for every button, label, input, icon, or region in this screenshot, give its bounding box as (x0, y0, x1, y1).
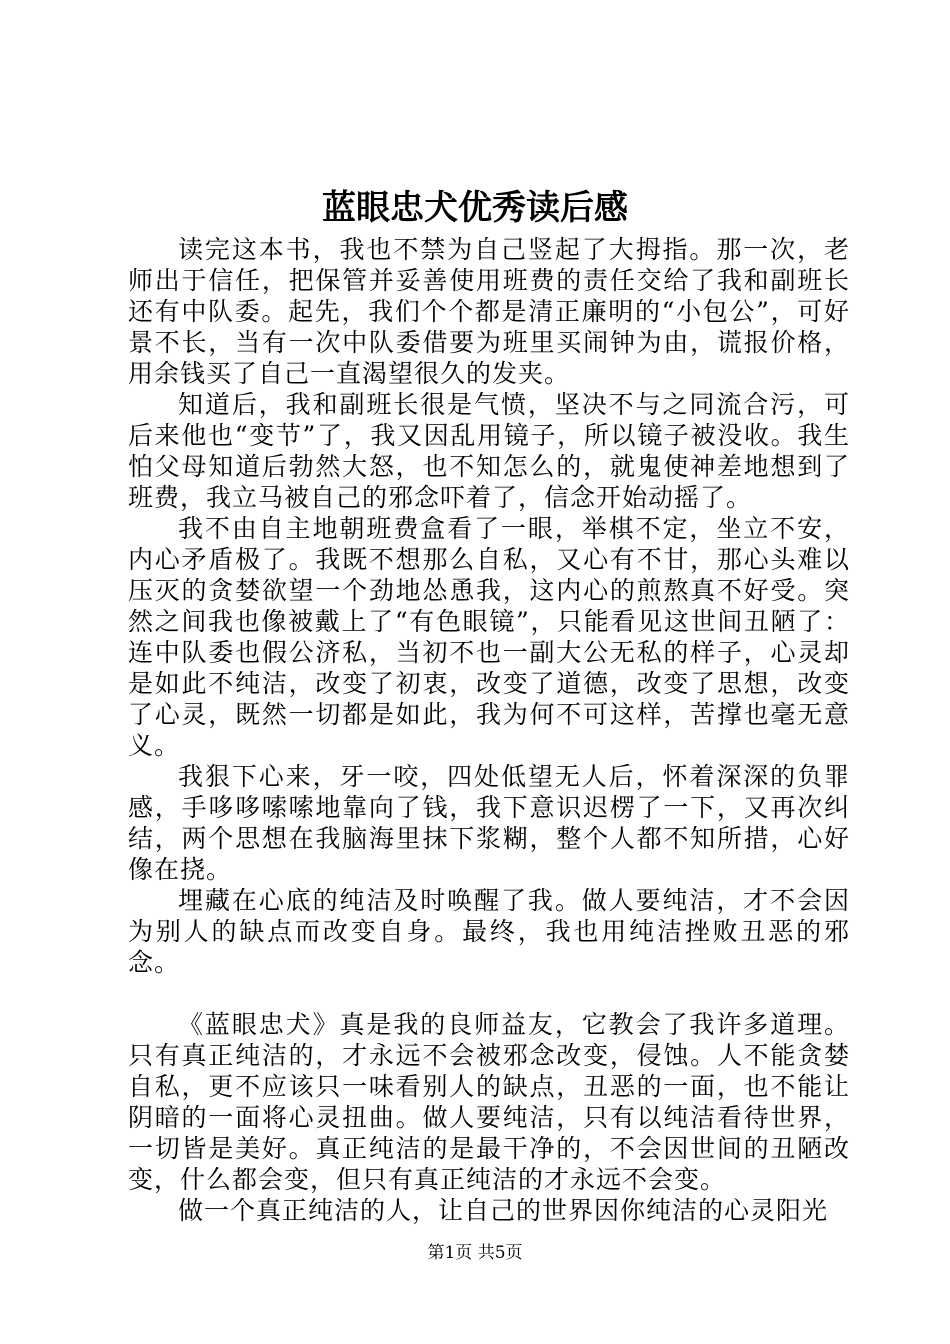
paragraph-gap (128, 978, 850, 1009)
document-title: 蓝眼忠犬优秀读后感 (322, 188, 628, 228)
paragraph-6: 《蓝眼忠犬》真是我的良师益友，它教会了我许多道理。只有真正纯洁的，才永远不会被邪念改变，侵蚀。人不能贪婪自私，更不应该只一味看别人的缺点，丑恶的一面，也不能让阴暗的一面将心灵扭曲。做人要纯洁，只有以纯洁看待世界，一切皆是美好。真正纯洁的是最干净的，不会因世间的丑陋改变，什么都会变，但只有真正纯洁的才永远不会变。 (128, 1010, 850, 1194)
paragraph-2: 知道后，我和副班长很是气愤，坚决不与之同流合污，可后来他也“变节”了，我又因乱用镜子，所以镜子被没收。我生怕父母知道后勃然大怒，也不知怎么的，就鬼使神差地想到了班费，我立马被自己的邪念吓着了，信念开始动摇了。 (128, 390, 850, 512)
document-body (128, 234, 850, 1226)
paragraph-5: 埋藏在心底的纯洁及时唤醒了我。做人要纯洁，才不会因为别人的缺点而改变自身。最终，我也用纯洁挫败丑恶的邪念。 (128, 886, 850, 977)
paragraph-7: 做一个真正纯洁的人，让自己的世界因你纯洁的心灵阳光 (178, 1196, 829, 1225)
paragraph-4: 我狠下心来，牙一咬，四处低望无人后，怀着深深的负罪感，手哆哆嗦嗦地靠向了钱，我下意识迟楞了一下，又再次纠结，两个思想在我脑海里抹下浆糊，整个人都不知所措，心好像在挠。 (128, 762, 850, 884)
paragraph-3: 我不由自主地朝班费盒看了一眼，举棋不定，坐立不安，内心矛盾极了。我既不想那么自私，又心有不甘，那心头难以压灭的贪婪欲望一个劲地怂恿我，这内心的煎熬真不好受。突然之间我也像被戴上了“有色眼镜”，只能看见这世间丑陋了：连中队委也假公济私，当初不也一副大公无私的样子，心灵却是如此不纯洁，改变了初衷，改变了道德，改变了思想，改变了心灵，既然一切都是如此，我为何不可这样，苦撑也毫无意义。 (128, 514, 850, 760)
page-footer: 第1页 共5页 (427, 1243, 523, 1263)
paragraph-1: 读完这本书，我也不禁为自己竖起了大拇指。那一次，老师出于信任，把保管并妥善使用班费的责任交给了我和副班长还有中队委。起先，我们个个都是清正廉明的“小包公”，可好景不长，当有一次中队委借要为班里买闹钟为由，谎报价格，用余钱买了自己一直渴望很久的发夹。 (128, 235, 850, 388)
